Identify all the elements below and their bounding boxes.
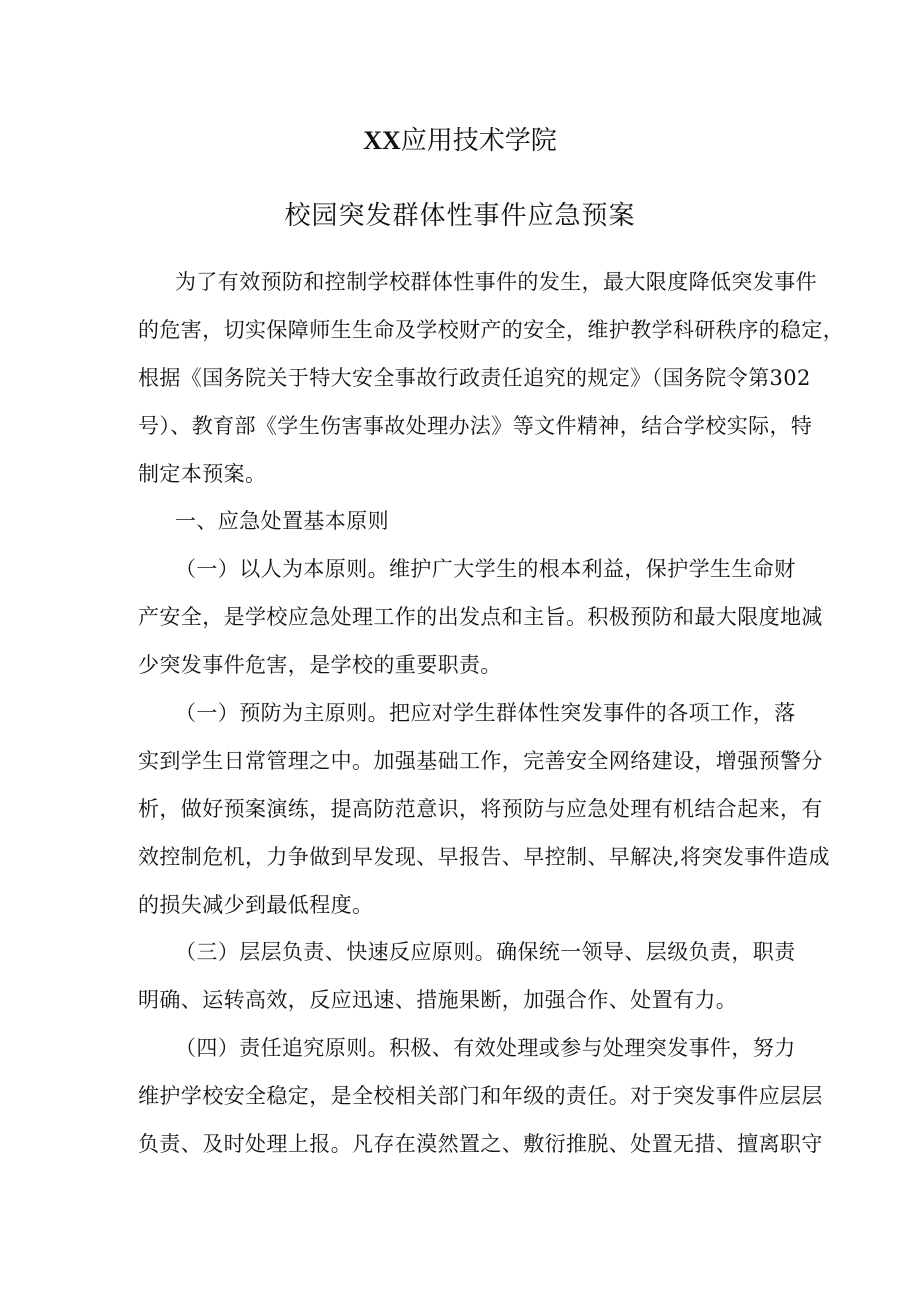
text-line: 根据《国务院关于特大安全事故行政责任追究的规定》（国务院令第302 <box>138 365 811 390</box>
text-line: 的损失减少到最低程度。 <box>138 892 374 917</box>
text-line: 明确、运转高效，反应迅速、措施果断，加强合作、处置有力。 <box>138 988 738 1013</box>
text-line: （四）责任追究原则。积极、有效处理或参与处理突发事件，努力 <box>175 1036 796 1061</box>
text-line: 号）、教育部《学生伤害事故处理办法》等文件精神，结合学校实际，特 <box>138 413 813 438</box>
section-heading <box>138 498 798 546</box>
paragraph <box>138 259 845 498</box>
text-line: 实到学生日常管理之中。加强基础工作，完善安全网络建设，增强预警分 <box>138 748 823 773</box>
text-line: 维护学校安全稳定，是全校相关部门和年级的责任。对于突发事件应层层 <box>138 1084 823 1109</box>
document-subtitle: 校园突发群体性事件应急预案 <box>284 201 636 231</box>
text-line: 少突发事件危害，是学校的重要职责。 <box>138 653 502 678</box>
paragraph <box>138 690 830 929</box>
paragraph <box>138 546 823 690</box>
text-line: 制定本预案。 <box>138 461 267 486</box>
document-body <box>138 259 845 1169</box>
text-line: 效控制危机，力争做到早发现、早报告、早控制、早解决,将突发事件造成 <box>138 844 830 869</box>
paragraph <box>138 1025 823 1169</box>
title-rest: 应用技术学院 <box>400 126 557 156</box>
text-line: 一、应急处置基本原则 <box>175 509 389 534</box>
text-line: （一）预防为主原则。把应对学生群体性突发事件的各项工作，落 <box>175 701 796 726</box>
text-line: （三）层层负责、快速反应原则。确保统一领导、层级负责，职责 <box>175 940 796 965</box>
text-line: 负责、及时处理上报。凡存在漠然置之、敷衍推脱、处置无措、擅离职守 <box>138 1132 823 1157</box>
text-line: 析，做好预案演练，提高防范意识，将预防与应急处理有机结合起来，有 <box>138 796 823 821</box>
text-line: 的危害，切实保障师生生命及学校财产的安全，维护教学科研秩序的稳定， <box>138 317 845 342</box>
text-line: （一）以人为本原则。维护广大学生的根本利益，保护学生生命财 <box>175 557 796 582</box>
paragraph <box>138 929 798 1025</box>
document-title <box>0 120 920 157</box>
text-line: 产安全，是学校应急处理工作的出发点和主旨。积极预防和最大限度地减 <box>138 605 823 630</box>
title-prefix: XX <box>363 126 401 155</box>
text-line: 为了有效预防和控制学校群体性事件的发生，最大限度降低突发事件 <box>175 270 817 294</box>
